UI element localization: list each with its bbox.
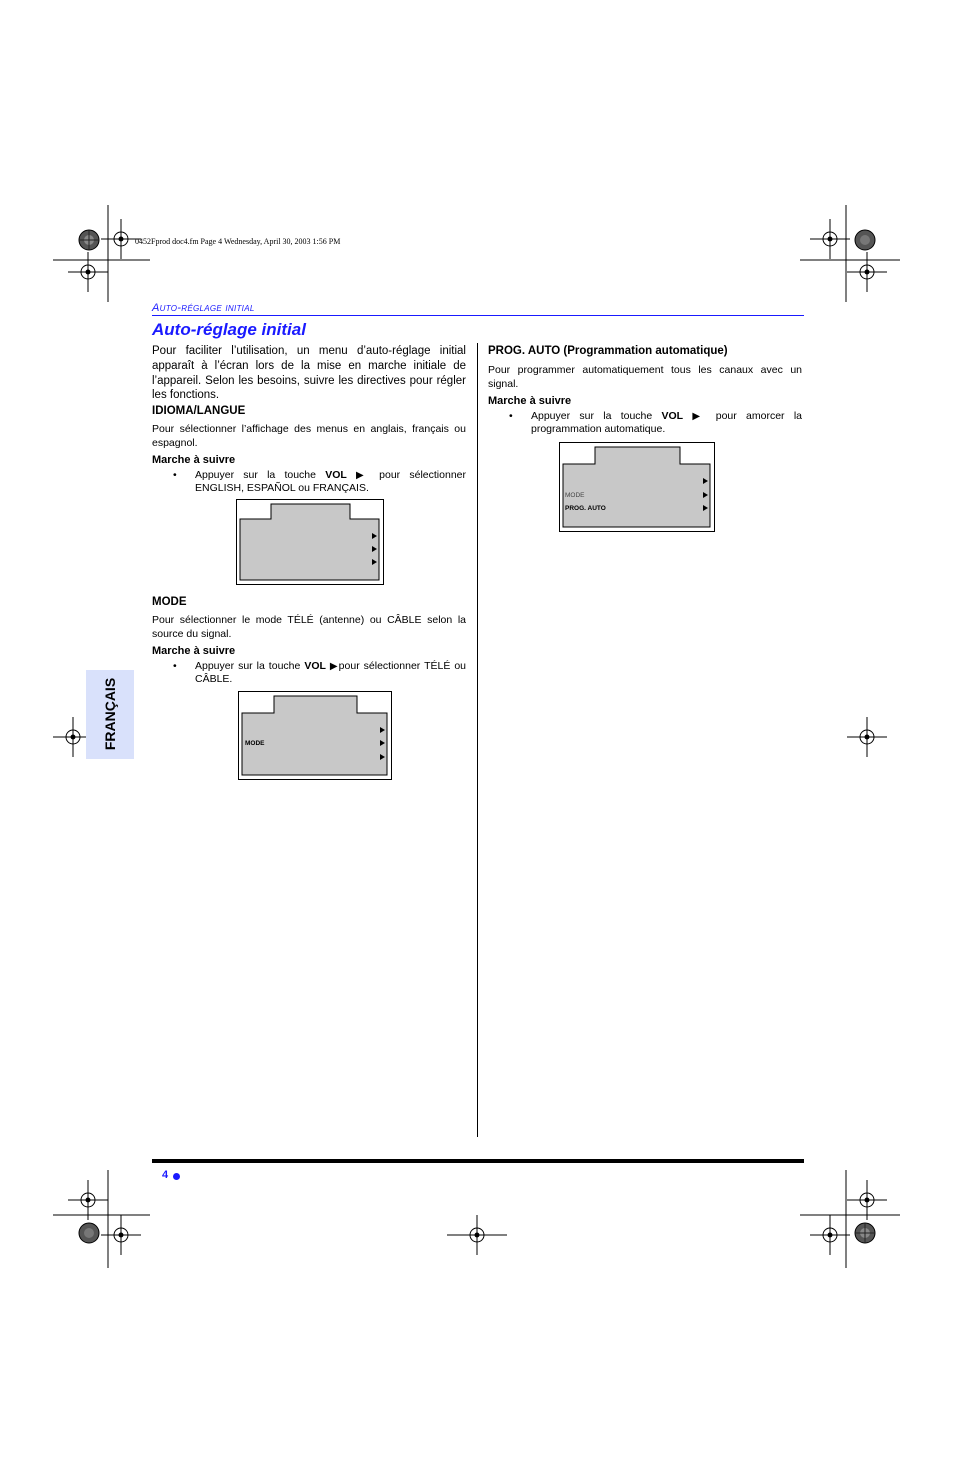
crosshair-icon	[447, 1215, 507, 1255]
page-number: 4	[162, 1169, 169, 1181]
crosshair-icon	[101, 1215, 141, 1255]
mode-section	[152, 595, 466, 686]
prog-body: Pour programmer automatiquement tous les canaux avec un signal.	[488, 363, 802, 390]
right-triangle-icon	[372, 546, 377, 552]
menu-screen-shape	[560, 443, 714, 531]
intro-paragraph: Pour faciliter l’utilisation, un menu d’auto-réglage initial apparaît à l’écran lors de la mise en marche initiale de l’appareil. Selon les besoins, suivre les directives pour régler les fonctions.	[152, 345, 466, 402]
mode-menu-screen	[238, 691, 392, 780]
mode-heading: MODE	[152, 596, 187, 608]
idioma-section	[152, 404, 466, 495]
right-triangle-icon	[380, 727, 385, 733]
right-triangle-icon	[380, 754, 385, 760]
vol-key: VOL	[325, 469, 347, 481]
header-rule	[152, 315, 804, 316]
right-triangle-icon	[372, 559, 377, 565]
mode-bullet	[152, 660, 466, 686]
crosshair-icon	[68, 252, 108, 292]
vol-key: VOL	[661, 410, 684, 422]
bullet-dot: •	[173, 660, 177, 672]
language-side-tab	[86, 670, 134, 759]
idioma-heading: IDIOMA/LANGUE	[152, 405, 246, 417]
menu-mode-label: MODE	[245, 740, 265, 747]
crosshair-icon	[68, 1180, 108, 1220]
crosshair-icon	[847, 717, 887, 757]
idioma-steps-heading: Marche à suivre	[152, 453, 236, 466]
prog-bullet	[488, 410, 802, 436]
page-number-dot-icon	[173, 1173, 180, 1180]
right-triangle-icon	[703, 478, 708, 484]
mode-body: Pour sélectionner le mode TÉLÉ (antenne) ou CÂBLE selon la source du signal.	[152, 613, 466, 640]
menu-screen-shape	[237, 500, 383, 584]
prog-bullet-pre: Appuyer sur la touche	[531, 410, 662, 422]
menu-screen-shape	[239, 692, 391, 779]
right-triangle-icon: ▶	[329, 661, 339, 672]
print-info: 0452Fprod doc4.fm Page 4 Wednesday, April 30, 2003 1:56 PM	[135, 237, 341, 246]
registration-circle-icon	[78, 229, 100, 251]
crosshair-icon	[847, 1180, 887, 1220]
running-head: Auto-réglage initial	[152, 302, 255, 314]
bullet-dot: •	[509, 410, 513, 422]
mode-bullet-post: pour sélectionner TÉLÉ ou CÂBLE.	[195, 660, 466, 685]
right-triangle-icon	[703, 492, 708, 498]
vol-key: VOL	[304, 660, 326, 672]
registration-circle-icon	[78, 1222, 100, 1244]
prog-steps-heading: Marche à suivre	[488, 394, 572, 407]
footer-rule	[152, 1159, 804, 1163]
left-column	[152, 344, 466, 403]
prog-section	[488, 344, 802, 436]
menu-prog-auto-label: PROG. AUTO	[565, 505, 606, 512]
mode-bullet-pre: Appuyer sur la touche	[195, 660, 305, 672]
crosshair-icon	[847, 252, 887, 292]
idioma-bullet-post: pour sélectionner ENGLISH, ESPAÑOL ou FRANÇAIS.	[195, 469, 466, 494]
idioma-bullet	[152, 469, 466, 495]
right-triangle-icon: ▶	[355, 470, 370, 481]
idioma-menu-screen	[236, 499, 384, 585]
right-triangle-icon	[703, 505, 708, 511]
column-divider	[477, 343, 478, 1137]
right-triangle-icon	[372, 533, 377, 539]
registration-circle-icon	[854, 229, 876, 251]
prog-menu-screen	[559, 442, 715, 532]
side-tab-label: FRANÇAIS	[102, 677, 118, 751]
right-triangle-icon	[380, 740, 385, 746]
idioma-body: Pour sélectionner l’affichage des menus en anglais, français ou espagnol.	[152, 422, 466, 449]
crosshair-icon	[810, 219, 850, 259]
bullet-dot: •	[173, 469, 177, 481]
right-triangle-icon: ▶	[692, 411, 707, 422]
prog-bullet-post: pour amorcer la programmation automatique.	[531, 410, 802, 435]
page-title: Auto-réglage initial	[152, 320, 306, 339]
idioma-bullet-pre: Appuyer sur la touche	[195, 469, 326, 481]
prog-heading: PROG. AUTO (Programmation automatique)	[488, 345, 728, 357]
mode-steps-heading: Marche à suivre	[152, 644, 236, 657]
registration-circle-icon	[854, 1222, 876, 1244]
menu-mode-label: MODE	[565, 492, 585, 499]
crosshair-icon	[810, 1215, 850, 1255]
